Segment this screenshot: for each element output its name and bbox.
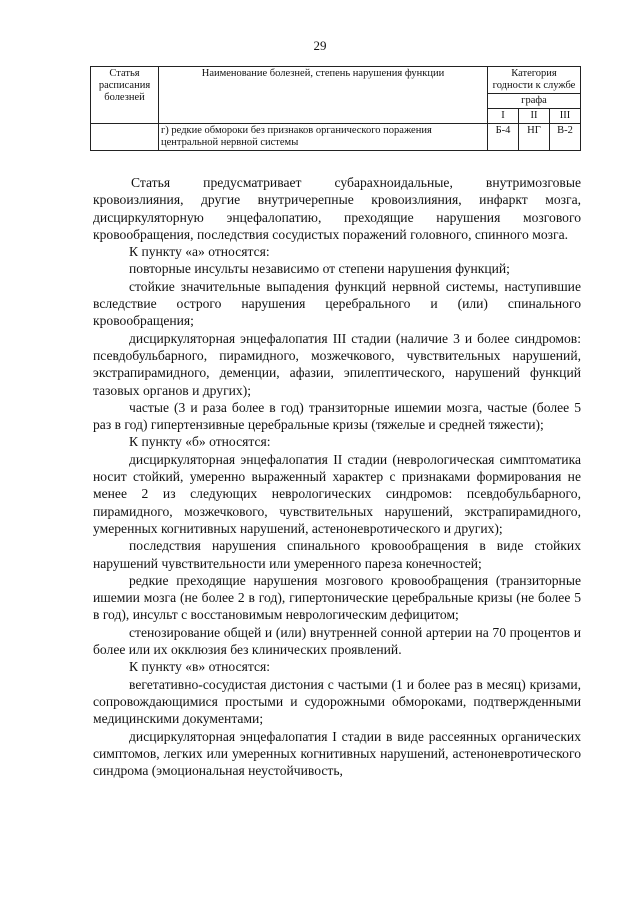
paragraph: частые (3 и раза более в год) транзиторные ишемии мозга, частые (более 5 раз в год) гипертензивные церебральные кризы (тяжелые и средней тяжести); xyxy=(93,399,581,433)
row-disease-name: г) редкие обмороки без признаков органического поражения центральной нервной системы xyxy=(159,124,488,151)
article-body xyxy=(93,174,581,779)
paragraph: стенозирование общей и (или) внутренней сонной артерии на 70 процентов и более или их окклюзия без клинических проявлений. xyxy=(93,624,581,658)
header-category: Категория годности к службе xyxy=(488,67,581,94)
row-article xyxy=(91,124,159,151)
header-article: Статья расписания болезней xyxy=(91,67,159,124)
paragraph: стойкие значительные выпадения функций нервной системы, наступившие вследствие острого нарушения церебрального и (или) спинального кровообращения; xyxy=(93,278,581,329)
header-column-i: I xyxy=(488,109,519,124)
paragraph-intro: Статья предусматривает субарахноидальные, внутримозговые кровоизлияния, другие внутричерепные кровоизлияния, инфаркт мозга, дисциркуляторную энцефалопатию, преходящие нарушения мозгового кровообращения, последствия сосудистых поражений головного, спинного мозга. xyxy=(93,175,581,242)
paragraph-point-v-heading: К пункту «в» относятся: xyxy=(129,659,271,675)
paragraph: повторные инсульты независимо от степени нарушения функций; xyxy=(129,261,510,277)
paragraph: вегетативно-сосудистая дистония с частыми (1 и более раз в месяц) кризами, сопровождающимися простыми и судорожными обмороками, подтвержденными медицинскими документами; xyxy=(93,676,581,727)
disease-schedule-table xyxy=(90,66,581,151)
paragraph-point-b-heading: К пункту «б» относятся: xyxy=(129,434,271,450)
paragraph-point-a-heading: К пункту «а» относятся: xyxy=(129,244,270,260)
paragraph: последствия нарушения спинального кровообращения в виде стойких нарушений чувствительности или умеренного пареза конечностей; xyxy=(93,538,581,571)
row-value-ii: НГ xyxy=(519,124,550,151)
header-disease-name: Наименование болезней, степень нарушения функции xyxy=(159,67,488,124)
row-value-i: Б-4 xyxy=(488,124,519,151)
paragraph: дисциркуляторная энцефалопатия I стадии в виде рассеянных органических симптомов, легких или умеренных когнитивных нарушений, астеноневротического синдрома (эмоциональная неустойчивость, xyxy=(93,728,581,779)
table-row xyxy=(91,124,581,151)
paragraph: дисциркуляторная энцефалопатия II стадии (неврологическая симптоматика носит стойкий, умеренно выраженный характер с признаками формирования не менее 2 из следующих неврологических синдромов: псевдобульбарного, пирамидного, мозжечкового, чувствительных нарушений, экстрапирамидного, умеренных когнитивных нарушений, астеноневротического и других); xyxy=(93,451,581,536)
header-column-label: графа xyxy=(488,94,581,109)
paragraph: редкие преходящие нарушения мозгового кровообращения (транзиторные ишемии мозга (не более 2 в год), гипертонические церебральные кризы (не более 5 в год), инсульт с восстановимым неврологическим дефицитом; xyxy=(93,572,581,623)
row-value-iii: В-2 xyxy=(550,124,581,151)
table-header-row xyxy=(91,67,581,94)
header-column-ii: II xyxy=(519,109,550,124)
header-column-iii: III xyxy=(550,109,581,124)
page-number: 29 xyxy=(313,38,327,53)
paragraph: дисциркуляторная энцефалопатия III стадии (наличие 3 и более синдромов: псевдобульбарного, пирамидного, мозжечкового, чувствительных нарушений, экстрапирамидного, деменции, афазии, эпилептического, нарушений функций тазовых органов и других); xyxy=(93,330,581,398)
